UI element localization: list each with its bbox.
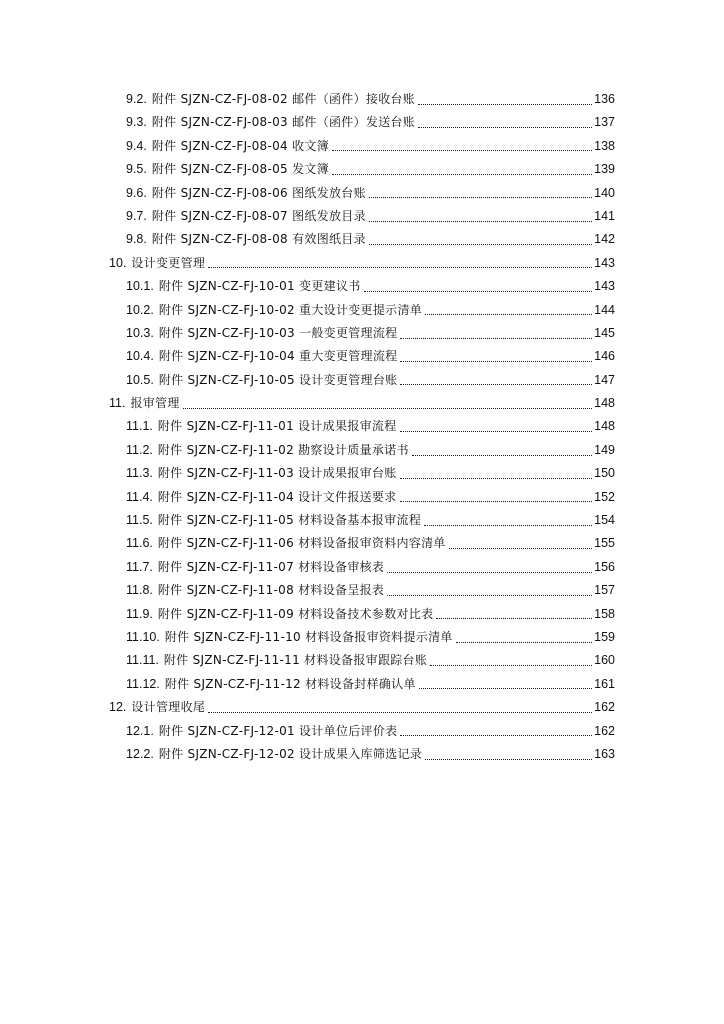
toc-entry-heading: [126, 205, 366, 228]
toc-section-entry[interactable]: [0, 626, 615, 649]
toc-entry-number: 11.7.: [126, 559, 153, 574]
toc-entry-heading: [126, 626, 453, 649]
toc-dot-leader: [400, 383, 592, 385]
toc-entry-title: 附件 SJZN-CZ-FJ-11-03 设计成果报审台账: [157, 466, 397, 481]
toc-entry-number: 11.11.: [126, 653, 159, 668]
table-of-contents: [0, 88, 724, 766]
toc-entry-title: 附件 SJZN-CZ-FJ-10-04 重大变更管理流程: [158, 349, 398, 364]
toc-dot-leader: [425, 313, 592, 315]
toc-entry-number: 9.3.: [126, 115, 147, 130]
toc-page-number: 161: [594, 676, 615, 691]
toc-entry-title: 附件 SJZN-CZ-FJ-10-02 重大设计变更提示清单: [158, 302, 423, 317]
toc-page-number: 148: [594, 396, 615, 411]
toc-page-number: 150: [594, 466, 615, 481]
toc-entry-number: 10.5.: [126, 372, 154, 387]
toc-entry-heading: [126, 275, 361, 298]
toc-entry-number: 11.12.: [126, 676, 160, 691]
toc-entry-heading: [126, 228, 366, 251]
toc-entry-heading: [126, 649, 427, 672]
toc-entry-heading: [126, 720, 397, 743]
toc-page-number: 146: [594, 349, 615, 364]
toc-entry-title: 附件 SJZN-CZ-FJ-08-06 图纸发放台账: [151, 185, 366, 200]
toc-dot-leader: [369, 220, 592, 222]
toc-entry-title: 附件 SJZN-CZ-FJ-08-05 发文簿: [151, 162, 330, 177]
toc-page-number: 163: [594, 746, 615, 761]
toc-entry-heading: [126, 345, 397, 368]
toc-entry-heading: [126, 88, 415, 111]
toc-entry-number: 12.2.: [126, 746, 154, 761]
toc-dot-leader: [400, 477, 593, 479]
toc-entry-heading: [126, 135, 329, 158]
toc-section-entry[interactable]: [0, 579, 615, 602]
toc-entry-heading: [126, 486, 397, 509]
toc-entry-title: 附件 SJZN-CZ-FJ-08-08 有效图纸目录: [151, 232, 366, 247]
toc-dot-leader: [400, 430, 593, 432]
toc-entry-title: 附件 SJZN-CZ-FJ-12-02 设计成果入库筛选记录: [158, 746, 423, 761]
toc-dot-leader: [430, 664, 592, 666]
toc-entry-title: 设计管理收尾: [131, 700, 206, 715]
toc-entry-title: 设计变更管理: [131, 255, 206, 270]
toc-entry-number: 11.6.: [126, 536, 153, 551]
toc-section-entry[interactable]: [0, 369, 615, 392]
toc-page-number: 149: [594, 442, 615, 457]
toc-entry-number: 11.1.: [126, 419, 153, 434]
toc-entry-number: 9.5.: [126, 162, 147, 177]
toc-entry-title: 附件 SJZN-CZ-FJ-11-07 材料设备审核表: [157, 559, 385, 574]
toc-entry-number: 9.2.: [126, 92, 147, 106]
toc-entry-number: 11.5.: [126, 513, 153, 528]
toc-entry-heading: [126, 299, 422, 322]
toc-entry-title: 附件 SJZN-CZ-FJ-12-01 设计单位后评价表: [158, 723, 398, 738]
toc-page-number: 141: [594, 208, 615, 223]
toc-section-entry[interactable]: [0, 275, 615, 298]
toc-section-entry[interactable]: [0, 509, 615, 532]
toc-entry-heading: [126, 556, 384, 579]
toc-dot-leader: [456, 641, 592, 643]
toc-page-number: 145: [594, 325, 615, 340]
toc-entry-number: 10.2.: [126, 302, 154, 317]
toc-section-entry[interactable]: [0, 556, 615, 579]
toc-entry-title: 附件 SJZN-CZ-FJ-10-03 一般变更管理流程: [158, 325, 398, 340]
toc-section-entry[interactable]: [0, 88, 615, 111]
toc-entry-number: 11.4.: [126, 489, 153, 504]
toc-dot-leader: [400, 337, 592, 339]
toc-section-entry[interactable]: [0, 673, 615, 696]
toc-page-number: 162: [594, 723, 615, 738]
toc-section-entry[interactable]: [0, 720, 615, 743]
toc-dot-leader: [332, 173, 592, 175]
toc-page-number: 144: [594, 302, 615, 317]
toc-page-number: 155: [594, 536, 615, 551]
toc-entry-title: 附件 SJZN-CZ-FJ-08-02 邮件（函件）接收台账: [151, 92, 416, 106]
toc-page-number: 143: [594, 279, 615, 294]
toc-entry-number: 10.3.: [126, 325, 154, 340]
toc-entry-title: 附件 SJZN-CZ-FJ-08-07 图纸发放目录: [151, 208, 366, 223]
toc-section-entry[interactable]: [0, 486, 615, 509]
toc-dot-leader: [387, 594, 592, 596]
toc-dot-leader: [364, 290, 593, 292]
toc-dot-leader: [425, 758, 592, 760]
toc-entry-number: 11.3.: [126, 466, 153, 481]
toc-page-number: 148: [594, 419, 615, 434]
toc-page-number: 160: [594, 653, 615, 668]
toc-entry-title: 附件 SJZN-CZ-FJ-11-01 设计成果报审流程: [157, 419, 397, 434]
toc-entry-heading: [126, 579, 384, 602]
toc-dot-leader: [418, 103, 592, 105]
toc-entry-number: 11.: [109, 396, 126, 411]
toc-entry-title: 附件 SJZN-CZ-FJ-11-09 材料设备技术参数对比表: [157, 606, 434, 621]
toc-page-number: 143: [594, 255, 615, 270]
toc-chapter-entry[interactable]: [0, 252, 615, 275]
toc-entry-number: 9.4.: [126, 138, 147, 153]
toc-entry-heading: [126, 532, 446, 555]
toc-dot-leader: [332, 149, 592, 151]
toc-dot-leader: [400, 734, 592, 736]
toc-page-number: 136: [594, 92, 615, 106]
toc-dot-leader: [412, 454, 592, 456]
toc-section-entry[interactable]: [0, 345, 615, 368]
toc-entry-number: 11.8.: [126, 583, 153, 598]
toc-section-entry[interactable]: [0, 111, 615, 134]
toc-entry-heading: [126, 673, 416, 696]
toc-page-number: 147: [594, 372, 615, 387]
toc-page-number: 138: [594, 138, 615, 153]
toc-entry-title: 附件 SJZN-CZ-FJ-11-08 材料设备呈报表: [157, 583, 385, 598]
toc-entry-title: 附件 SJZN-CZ-FJ-11-02 勘察设计质量承诺书: [157, 442, 409, 457]
toc-section-entry[interactable]: [0, 182, 615, 205]
toc-dot-leader: [418, 126, 592, 128]
toc-section-entry[interactable]: [0, 649, 615, 672]
toc-page-number: 152: [594, 489, 615, 504]
toc-entry-number: 9.8.: [126, 232, 147, 247]
toc-entry-number: 9.7.: [126, 208, 147, 223]
toc-entry-title: 附件 SJZN-CZ-FJ-11-12 材料设备封样确认单: [164, 676, 416, 691]
toc-page-number: 162: [594, 700, 615, 715]
toc-dot-leader: [419, 687, 592, 689]
toc-entry-number: 12.: [109, 700, 127, 715]
toc-entry-heading: [126, 322, 397, 345]
toc-page-number: 156: [594, 559, 615, 574]
toc-entry-list: [0, 88, 615, 766]
toc-dot-leader: [369, 196, 592, 198]
toc-dot-leader: [208, 711, 592, 713]
toc-entry-title: 附件 SJZN-CZ-FJ-11-11 材料设备报审跟踪台账: [163, 653, 428, 668]
toc-entry-heading: [126, 743, 422, 766]
toc-entry-heading: [126, 158, 329, 181]
toc-entry-number: 11.10.: [126, 629, 160, 644]
toc-section-entry[interactable]: [0, 158, 615, 181]
toc-page-number: 159: [594, 629, 615, 644]
toc-entry-heading: [126, 415, 397, 438]
toc-entry-title: 附件 SJZN-CZ-FJ-08-04 收文簿: [151, 138, 330, 153]
toc-entry-title: 报审管理: [130, 396, 180, 411]
toc-entry-title: 附件 SJZN-CZ-FJ-11-06 材料设备报审资料内容清单: [157, 536, 446, 551]
toc-entry-title: 附件 SJZN-CZ-FJ-08-03 邮件（函件）发送台账: [151, 115, 416, 130]
toc-chapter-entry[interactable]: [0, 696, 615, 719]
toc-page-number: 139: [594, 162, 615, 177]
toc-section-entry[interactable]: [0, 299, 615, 322]
toc-section-entry[interactable]: [0, 135, 615, 158]
toc-chapter-entry[interactable]: [0, 392, 615, 415]
toc-section-entry[interactable]: [0, 322, 615, 345]
toc-entry-number: 11.2.: [126, 442, 153, 457]
toc-section-entry[interactable]: [0, 743, 615, 766]
toc-entry-heading: [126, 111, 415, 134]
toc-entry-number: 10.4.: [126, 349, 154, 364]
toc-page-number: 137: [594, 115, 615, 130]
toc-entry-number: 9.6.: [126, 185, 147, 200]
toc-section-entry[interactable]: [0, 462, 615, 485]
toc-dot-leader: [183, 407, 592, 409]
toc-section-entry[interactable]: [0, 205, 615, 228]
toc-section-entry[interactable]: [0, 228, 615, 251]
toc-dot-leader: [424, 524, 592, 526]
toc-section-entry[interactable]: [0, 415, 615, 438]
toc-dot-leader: [436, 617, 592, 619]
toc-page-number: 157: [594, 583, 615, 598]
toc-page-number: 158: [594, 606, 615, 621]
toc-entry-heading: [126, 182, 366, 205]
toc-entry-title: 附件 SJZN-CZ-FJ-11-05 材料设备基本报审流程: [157, 513, 422, 528]
toc-entry-number: 10.1.: [126, 279, 154, 294]
toc-page-number: 140: [594, 185, 615, 200]
toc-entry-heading: [109, 252, 205, 275]
toc-dot-leader: [400, 360, 592, 362]
toc-entry-heading: [126, 509, 421, 532]
toc-dot-leader: [400, 500, 593, 502]
toc-entry-heading: [126, 439, 409, 462]
toc-entry-heading: [126, 369, 397, 392]
toc-page-number: 142: [594, 232, 615, 247]
toc-entry-number: 10.: [109, 255, 127, 270]
toc-entry-number: 11.9.: [126, 606, 153, 621]
toc-entry-heading: [109, 696, 205, 719]
toc-entry-title: 附件 SJZN-CZ-FJ-10-01 变更建议书: [158, 279, 361, 294]
toc-section-entry[interactable]: [0, 439, 615, 462]
toc-dot-leader: [449, 547, 592, 549]
toc-entry-heading: [126, 603, 433, 626]
toc-section-entry[interactable]: [0, 532, 615, 555]
toc-entry-heading: [109, 392, 180, 415]
toc-entry-number: 12.1.: [126, 723, 154, 738]
toc-section-entry[interactable]: [0, 603, 615, 626]
toc-entry-heading: [126, 462, 397, 485]
toc-entry-title: 附件 SJZN-CZ-FJ-11-10 材料设备报审资料提示清单: [164, 629, 453, 644]
toc-dot-leader: [208, 266, 592, 268]
toc-page-number: 154: [594, 513, 615, 528]
toc-entry-title: 附件 SJZN-CZ-FJ-10-05 设计变更管理台账: [158, 372, 398, 387]
toc-dot-leader: [369, 243, 592, 245]
toc-dot-leader: [387, 571, 592, 573]
toc-entry-title: 附件 SJZN-CZ-FJ-11-04 设计文件报送要求: [157, 489, 397, 504]
